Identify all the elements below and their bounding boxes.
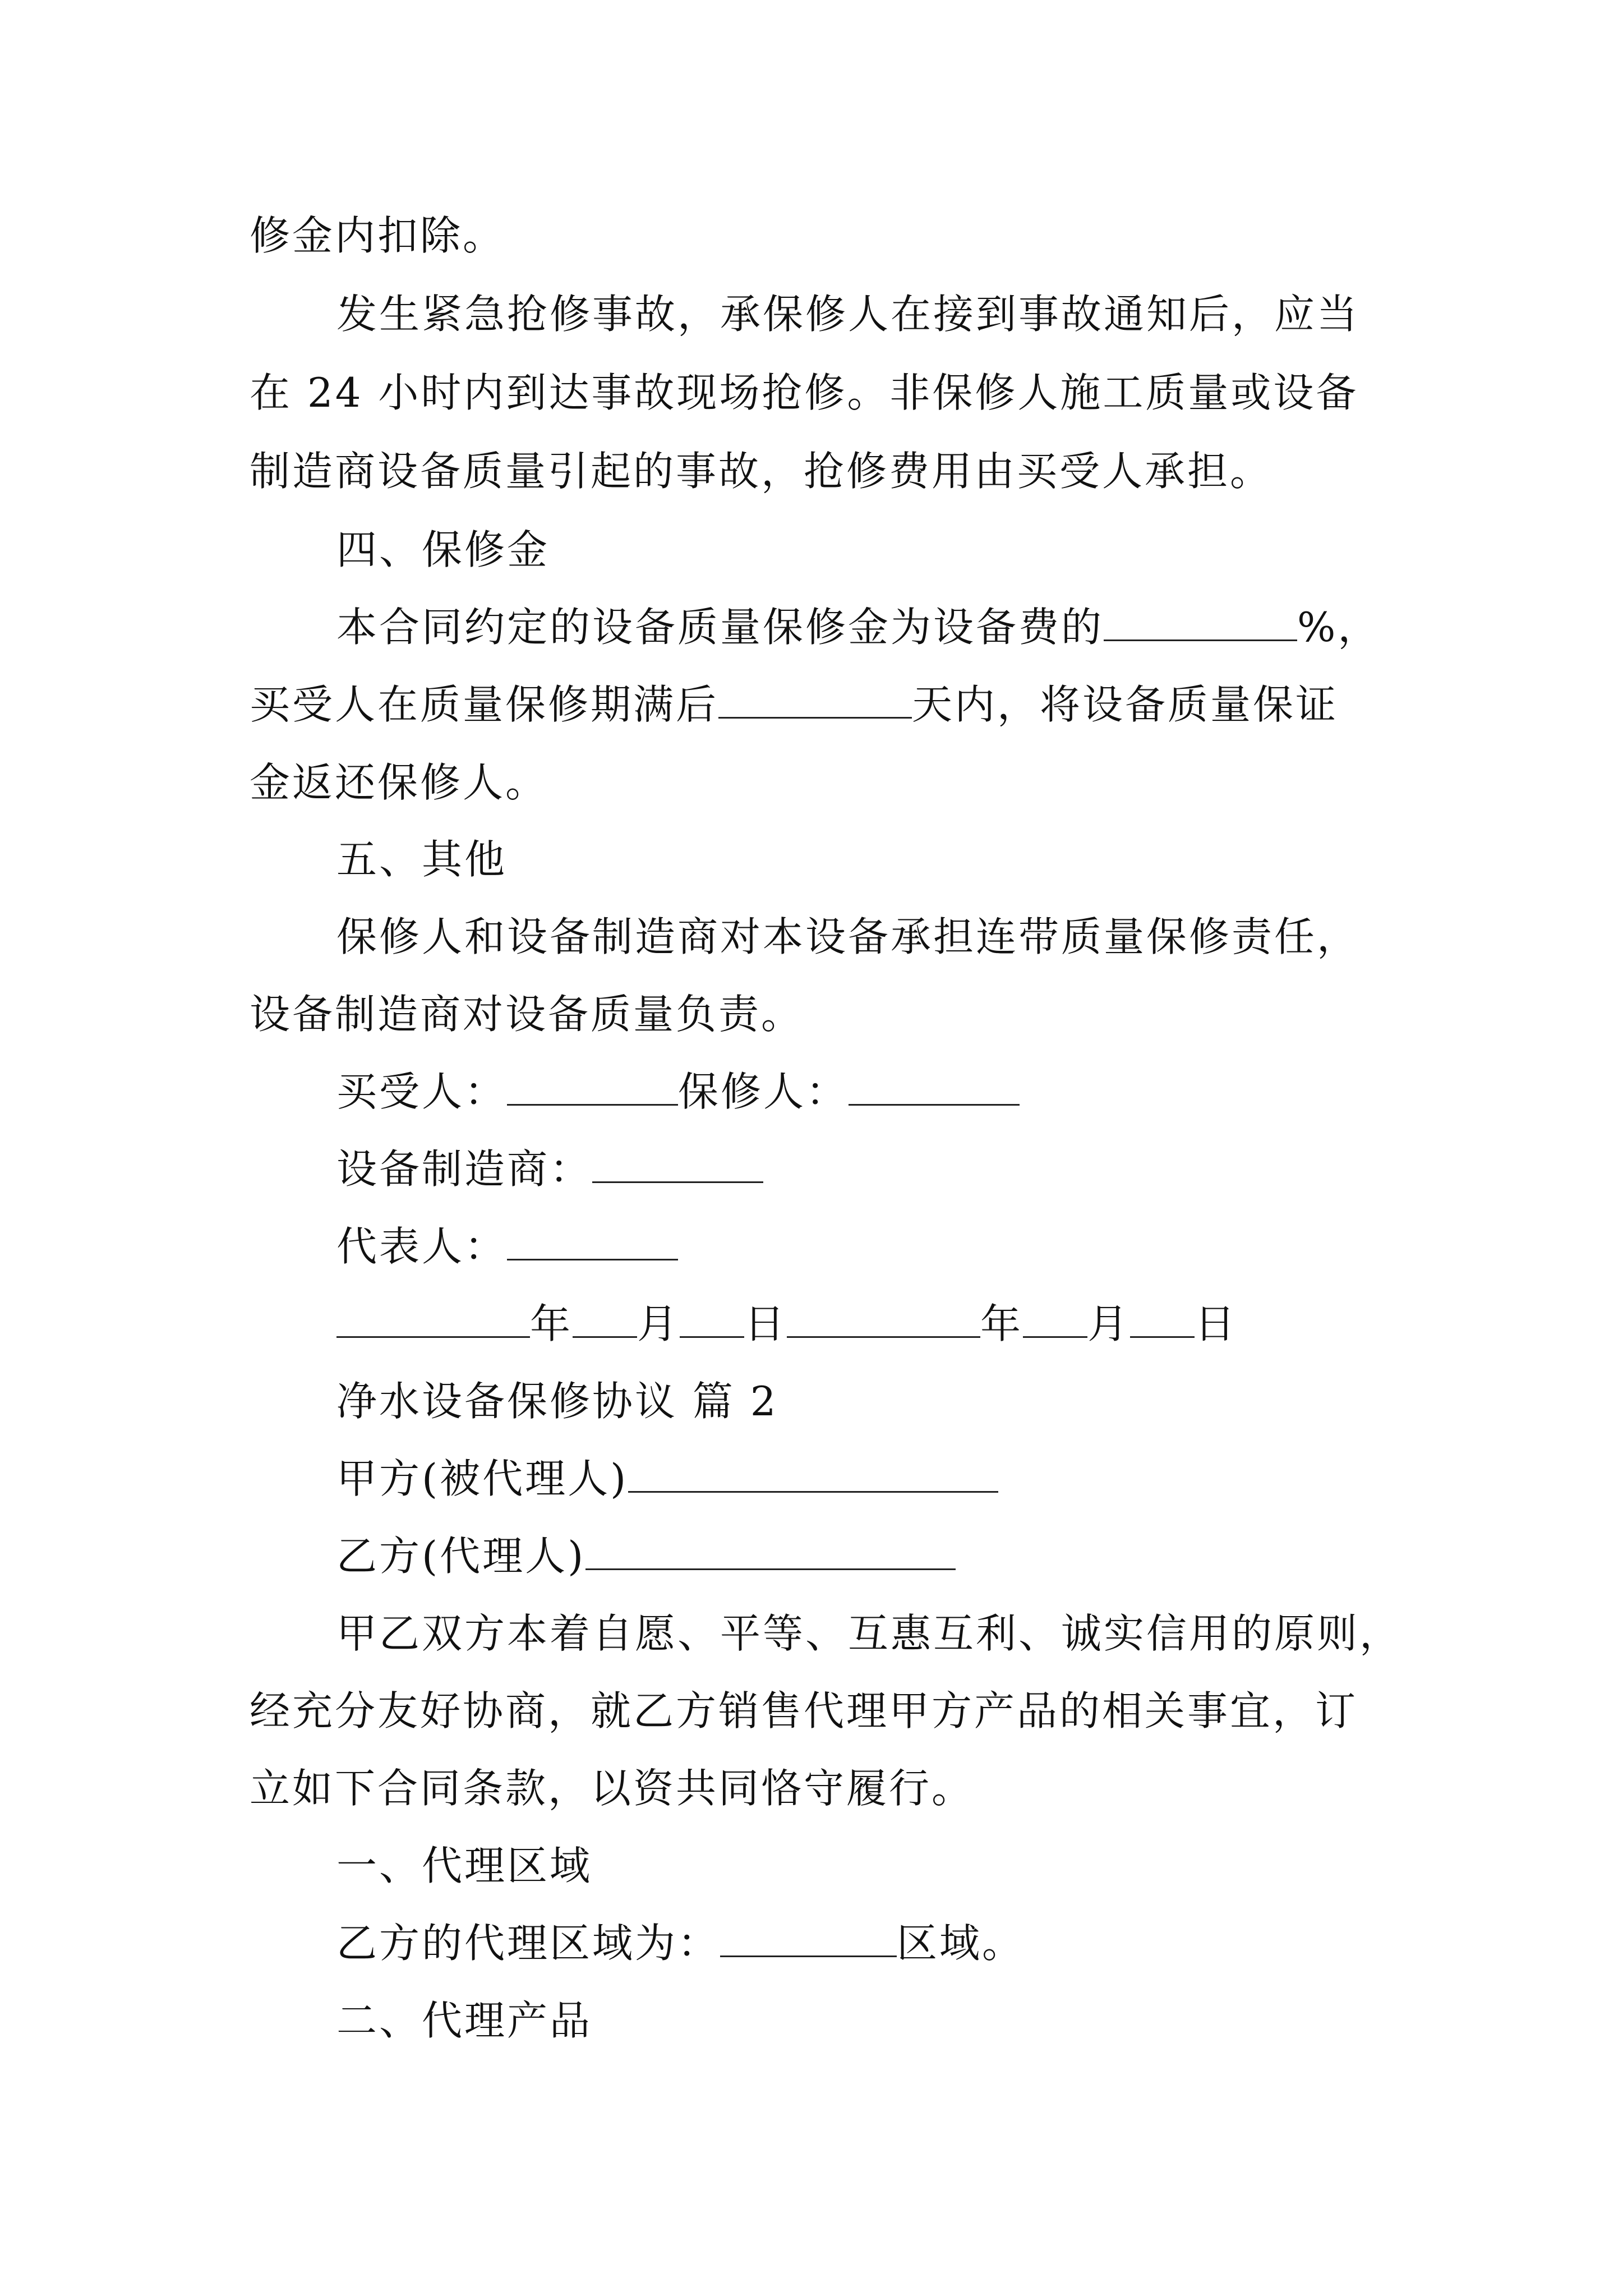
text: 日 — [1195, 1300, 1238, 1347]
paragraph-line — [336, 286, 1359, 342]
paragraph-line — [250, 443, 1272, 499]
signature-line — [336, 1218, 678, 1274]
paragraph-line — [336, 599, 1380, 655]
text: 经充分友好协商，就乙方销售代理甲方产品的相关事宜，订 — [250, 1687, 1358, 1734]
paragraph-line — [250, 1683, 1358, 1739]
document-title — [336, 1373, 778, 1429]
text: 四、保修金 — [336, 526, 550, 573]
fill-blank-party-a[interactable] — [628, 1455, 998, 1493]
fill-blank-year[interactable] — [336, 1300, 530, 1338]
fill-blank-day[interactable] — [1130, 1300, 1195, 1338]
section-heading — [336, 1993, 592, 2049]
fill-blank-representative[interactable] — [507, 1223, 678, 1260]
label: 保修人： — [678, 1068, 849, 1115]
text: 甲乙双方本着自愿、平等、互惠互利、诚实信用的原则， — [336, 1610, 1403, 1657]
fill-blank-days[interactable] — [718, 681, 912, 719]
fill-blank-buyer[interactable] — [507, 1068, 678, 1106]
label: 代表人： — [336, 1223, 508, 1270]
fill-blank-year[interactable] — [787, 1300, 980, 1338]
fill-blank-month[interactable] — [573, 1300, 637, 1338]
text: 日 — [744, 1300, 787, 1347]
paragraph-line — [250, 754, 548, 811]
section-heading — [336, 831, 507, 887]
paragraph-line — [250, 365, 1358, 421]
text: 修金内扣除。 — [250, 212, 506, 259]
text: 五、其他 — [336, 836, 508, 883]
text: 一、代理区域 — [336, 1842, 593, 1889]
text: 立如下合同条款，以资共同恪守履行。 — [250, 1765, 975, 1812]
paragraph-line — [336, 1605, 1402, 1662]
fill-blank-manufacturer[interactable] — [592, 1145, 763, 1183]
date-line — [336, 1296, 1237, 1352]
fill-blank-warrantor[interactable] — [849, 1068, 1020, 1106]
text: 月 — [637, 1300, 680, 1347]
text: 制造商设备质量引起的事故，抢修费用由买受人承担。 — [250, 448, 1273, 495]
fill-blank-day[interactable] — [680, 1300, 744, 1338]
text: 发生紧急抢修事故，承保修人在接到事故通知后，应当 — [336, 291, 1360, 338]
text: %， — [1297, 604, 1381, 651]
paragraph-line — [250, 677, 1338, 733]
section-heading — [336, 1838, 592, 1894]
paragraph-line — [250, 986, 804, 1042]
party-line — [336, 1451, 998, 1507]
signature-line — [336, 1141, 763, 1197]
text: 金返还保修人。 — [250, 759, 548, 806]
paragraph-line — [250, 1760, 974, 1816]
signature-line — [336, 1064, 1020, 1120]
text: 本合同约定的设备质量保修金为设备费的 — [336, 604, 1104, 651]
text: 乙方的代理区域为： — [336, 1920, 721, 1967]
paragraph-line — [336, 1915, 1025, 1971]
party-line — [336, 1528, 956, 1584]
label: 甲方(被代理人) — [336, 1455, 629, 1502]
text: 设备制造商对设备质量负责。 — [250, 991, 804, 1038]
text: 净水设备保修协议 篇 2 — [336, 1378, 778, 1425]
text: 区域。 — [897, 1920, 1025, 1967]
text: 在 24 小时内到达事故现场抢修。非保修人施工质量或设备 — [250, 369, 1359, 416]
paragraph-line — [336, 909, 1359, 965]
paragraph-line — [250, 208, 505, 264]
section-heading — [336, 522, 550, 578]
text: 年 — [980, 1300, 1023, 1347]
text: 二、代理产品 — [336, 1997, 593, 2044]
fill-blank-area[interactable] — [720, 1920, 897, 1957]
fill-blank-percent[interactable] — [1104, 604, 1297, 641]
text: 年 — [530, 1300, 573, 1347]
label: 买受人： — [336, 1068, 508, 1115]
fill-blank-party-b[interactable] — [585, 1533, 956, 1570]
fill-blank-month[interactable] — [1023, 1300, 1087, 1338]
label: 设备制造商： — [336, 1145, 593, 1193]
text: 天内，将设备质量保证 — [912, 681, 1339, 728]
label: 乙方(代理人) — [336, 1533, 586, 1580]
text: 保修人和设备制造商对本设备承担连带质量保修责任， — [336, 913, 1360, 960]
text: 月 — [1087, 1300, 1131, 1347]
text: 买受人在质量保修期满后 — [250, 681, 719, 728]
